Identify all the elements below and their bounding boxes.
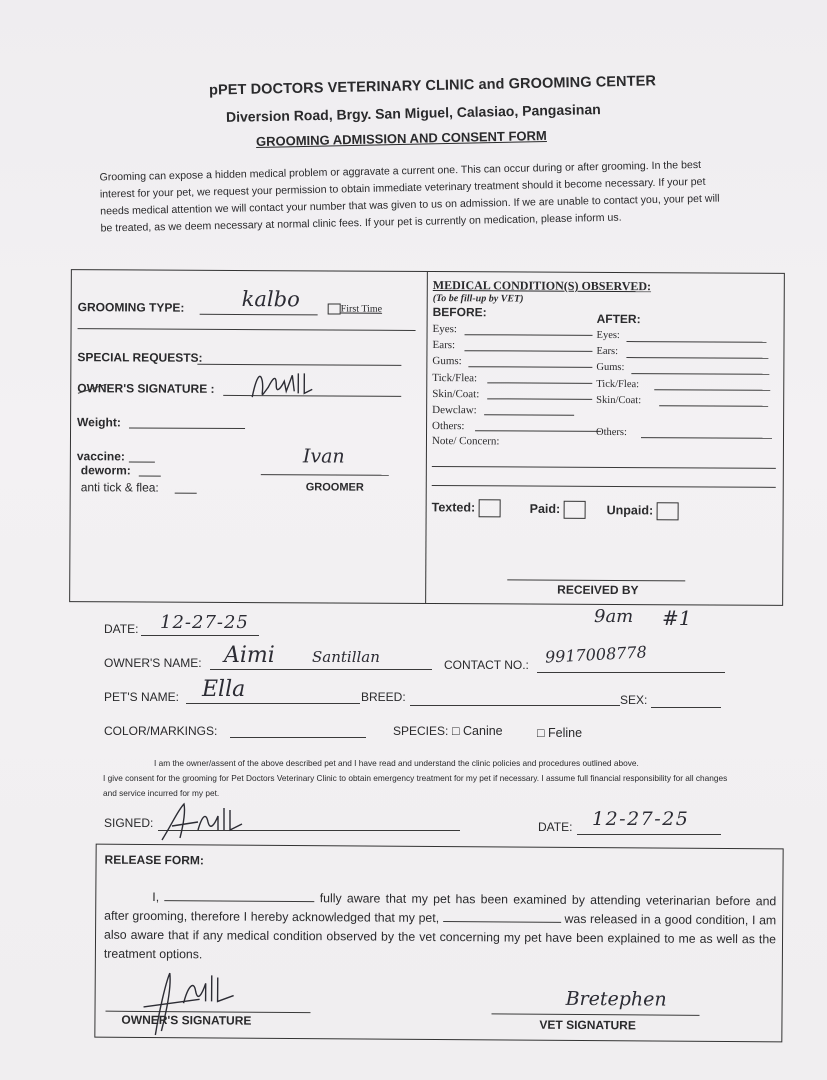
first-time-checkbox[interactable] <box>328 304 341 315</box>
release-owner-signature-mark <box>135 969 245 1040</box>
groomer-label: GROOMER <box>305 481 364 494</box>
contact-value: 9917008778 <box>544 642 648 667</box>
before-label: BEFORE: <box>432 305 487 320</box>
paid-checkbox[interactable] <box>563 501 585 519</box>
after-gums-line <box>631 373 769 375</box>
release-paragraph <box>104 888 777 969</box>
deworm-label: deworm: <box>80 463 131 478</box>
after-tick-flea: Tick/Flea: <box>596 378 640 390</box>
feline-option[interactable]: □ Feline <box>537 726 583 740</box>
contact-line <box>537 672 725 673</box>
breed-label: BREED: <box>361 690 406 704</box>
release-title: RELEASE FORM: <box>104 852 204 868</box>
queue-note: #1 <box>662 606 692 630</box>
date-label: DATE: <box>104 622 139 636</box>
form-title: GROOMING ADMISSION AND CONSENT FORM <box>255 127 547 150</box>
after-others: Others: <box>596 426 627 439</box>
date-line <box>141 635 259 636</box>
owner-signature-mark <box>246 367 316 405</box>
release-name-blank <box>164 888 314 902</box>
pet-name-line <box>186 703 360 704</box>
before-tick-flea: Tick/Flea: <box>432 371 478 384</box>
before-others-line <box>475 430 601 432</box>
release-text-2: was released in a good condition, I am also aware that if any medical condition observed by the vet concerning my pet have been explained to me as well as the treatment options. <box>103 911 777 962</box>
after-skin-coat: Skin/Coat: <box>596 394 642 406</box>
before-skin-coat: Skin/Coat: <box>432 387 480 401</box>
release-i: I, <box>152 889 160 905</box>
before-ears: Ears: <box>432 339 456 352</box>
after-others-line <box>641 437 772 439</box>
before-ears-line <box>464 350 592 352</box>
owner-first-name: Aimi <box>224 643 275 668</box>
release-vet-sig-label: VET SIGNATURE <box>539 1017 636 1033</box>
after-label: AFTER: <box>596 311 641 327</box>
special-requests-label: SPECIAL REQUESTS: <box>77 350 203 365</box>
owner-last-name: Santillan <box>312 648 380 666</box>
before-gums: Gums: <box>432 355 462 368</box>
note-line-2 <box>432 485 776 488</box>
after-ears-line <box>626 357 768 359</box>
received-by-label: RECEIVED BY <box>557 582 639 598</box>
note-concern-label: Note/ Concern: <box>431 435 500 448</box>
owner-name-line <box>210 669 432 670</box>
time-note: 9am <box>594 606 634 627</box>
pet-name-value: Ella <box>202 677 246 702</box>
after-list <box>596 328 642 441</box>
table-divider <box>425 272 428 603</box>
signed-signature-mark <box>158 800 248 844</box>
grooming-type-label: GROOMING TYPE: <box>77 300 185 315</box>
before-list <box>432 321 480 435</box>
release-owner-sig-label: OWNER'S SIGNATURE <box>121 1012 252 1028</box>
unpaid-field <box>607 502 679 520</box>
release-vet-signature: Bretephen <box>565 987 667 1011</box>
vaccine-line <box>129 461 155 462</box>
before-others: Others: <box>432 420 465 433</box>
owner-name-label: OWNER'S NAME: <box>104 656 202 670</box>
before-eyes: Eyes: <box>432 323 458 336</box>
consent-date-line <box>577 834 721 835</box>
before-dewclaw: Dewclaw: <box>432 404 477 417</box>
species-label: SPECIES: <box>393 724 449 738</box>
owner-signature-label: OWNER'S SIGNATURE : <box>77 381 215 396</box>
texted-checkbox[interactable] <box>478 499 500 517</box>
consent-line-1: I am the owner/assent of the above described pet and I have read and understand the clinic policies and procedures outlined above. <box>154 758 639 768</box>
first-time-label: First Time <box>340 303 383 315</box>
pet-name-label: PET'S NAME: <box>104 690 179 704</box>
before-eyes-line <box>465 334 593 336</box>
paid-field <box>530 501 586 519</box>
color-label: COLOR/MARKINGS: <box>104 724 218 738</box>
note-line-1 <box>432 466 776 469</box>
release-form-box <box>94 844 783 1043</box>
grooming-type-line <box>200 314 318 316</box>
sex-label: SEX: <box>620 693 648 707</box>
medical-title: MEDICAL CONDITION(S) OBSERVED: <box>432 278 652 294</box>
release-pet-blank <box>443 909 561 923</box>
texted-field <box>432 499 501 517</box>
clinic-address: Diversion Road, Brgy. San Miguel, Calasiao, Pangasinan <box>225 101 601 125</box>
canine-option[interactable]: □ Canine <box>452 724 503 738</box>
paid-label: Paid: <box>529 501 561 516</box>
breed-line <box>410 705 620 706</box>
weight-label: Weight: <box>77 415 121 430</box>
weight-line <box>129 427 245 429</box>
anti-tick-label: anti tick & flea: <box>80 480 159 495</box>
admission-table <box>69 269 785 606</box>
color-line <box>230 737 366 738</box>
groomer-name: Ivan <box>302 445 345 468</box>
after-eyes-line <box>627 341 767 343</box>
intro-paragraph: Grooming can expose a hidden medical problem or aggravate a current one. This can occur during or after grooming. In the best interest for your pet, we request your permission to obtain immediate veterinary treatment should it become necessary. If your pet needs medical attention we will contact your number that was given to us on admission. If we are unable to contact you, your pet will be treated, as we deem necessary at normal clinic fees. If your pet is currently on medication, please inform us. <box>99 158 720 235</box>
unpaid-checkbox[interactable] <box>656 502 678 520</box>
before-gums-line <box>468 366 592 368</box>
contact-label: CONTACT NO.: <box>444 658 529 672</box>
groomer-line <box>261 474 389 476</box>
signed-label: SIGNED: <box>104 816 154 830</box>
after-tick-line <box>654 389 770 391</box>
before-dewclaw-line <box>484 414 574 415</box>
grooming-extra-line <box>78 328 416 331</box>
deworm-line <box>139 475 161 476</box>
after-eyes: Eyes: <box>596 329 620 342</box>
consent-line-2: I give consent for the grooming for Pet Doctors Veterinary Clinic to obtain emergency treatment for my pet if necessary. I assume full financial responsibility for all changes and service incurred for my pet. <box>103 773 728 798</box>
after-ears: Ears: <box>596 346 619 358</box>
texted-label: Texted: <box>431 500 476 515</box>
clinic-name: pPET DOCTORS VETERINARY CLINIC and GROOMING CENTER <box>208 73 657 99</box>
vaccine-label: vaccine: <box>76 449 125 464</box>
consent-date-label: DATE: <box>538 820 573 834</box>
release-vet-sig-line <box>492 1013 700 1015</box>
received-by-line <box>507 579 685 581</box>
before-skin-line <box>487 398 592 400</box>
unpaid-label: Unpaid: <box>606 503 654 518</box>
date-value: 12-27-25 <box>160 612 249 633</box>
medical-subtitle: (To be fill-up by VET) <box>432 293 524 305</box>
special-requests-line <box>197 364 401 366</box>
consent-date-value: 12-27-25 <box>592 808 690 830</box>
sex-line <box>651 707 721 708</box>
grooming-type-value: kalbo <box>241 287 300 312</box>
before-tick-line <box>487 382 592 384</box>
after-skin-line <box>659 405 768 407</box>
first-time-option[interactable] <box>328 303 382 314</box>
anti-tick-line <box>175 493 197 494</box>
release-text-1: fully aware that my pet has been examined by attending veterinarian before and after grooming, therefore I hereby acknowledged that my pet, <box>104 891 777 926</box>
after-gums: Gums: <box>596 362 625 374</box>
